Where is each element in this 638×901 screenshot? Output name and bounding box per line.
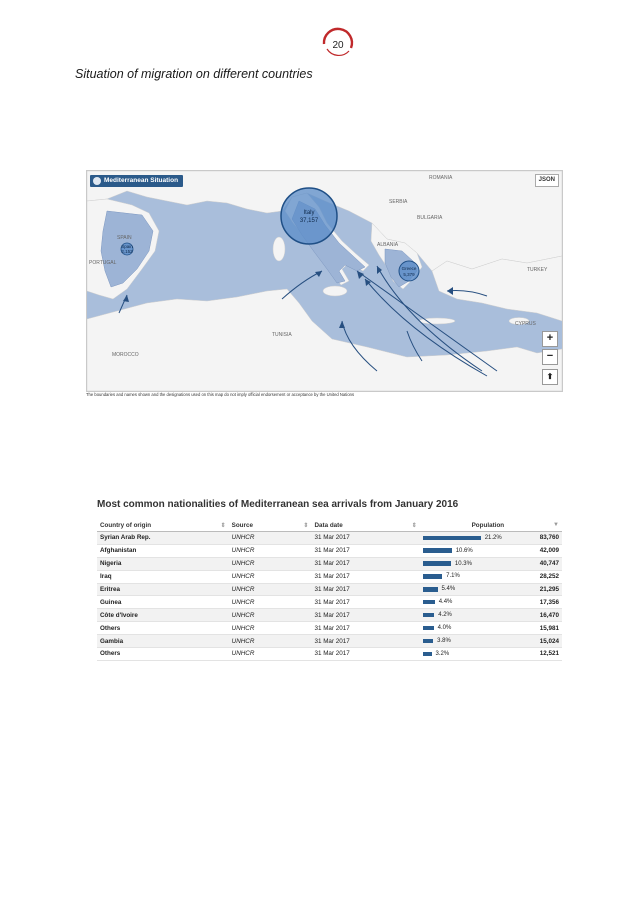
- sort-desc-icon: ▼: [553, 522, 559, 528]
- cell-country: Iraq: [97, 570, 229, 583]
- label-portugal: PORTUGAL: [89, 260, 117, 266]
- share-percent: 3.8%: [437, 637, 451, 644]
- label-serbia: SERBIA: [389, 199, 408, 205]
- share-bar: [423, 536, 481, 541]
- zoom-out-button[interactable]: −: [542, 349, 558, 365]
- cell-share: [420, 635, 524, 648]
- table-row: [97, 557, 562, 570]
- cell-date: 31 Mar 2017: [311, 648, 419, 661]
- cell-source: UNHCR: [229, 557, 312, 570]
- cell-population: 12,521: [524, 648, 562, 661]
- cell-date: 31 Mar 2017: [311, 544, 419, 557]
- cell-population: 15,024: [524, 635, 562, 648]
- section-heading: Situation of migration on different countries: [75, 67, 313, 81]
- label-bulgaria: BULGARIA: [417, 215, 443, 221]
- share-percent: 3.2%: [435, 650, 450, 657]
- cell-share: [420, 583, 524, 596]
- header-date[interactable]: Data date ⇕: [311, 520, 419, 532]
- label-spain: SPAIN: [117, 235, 132, 241]
- cell-source: UNHCR: [229, 609, 312, 622]
- cell-share: [420, 532, 524, 545]
- share-bar: [423, 600, 435, 605]
- share-bar: [423, 639, 433, 644]
- sort-icon: ⇕: [303, 523, 309, 529]
- table-title: Most common nationalities of Mediterranean sea arrivals from January 2016: [97, 499, 459, 510]
- label-cyprus: CYPRUS: [515, 321, 536, 327]
- cell-population: 83,760: [524, 532, 562, 545]
- nationalities-table: [97, 520, 562, 661]
- map-disclaimer: The boundaries and names shown and the designations used on this map do not imply official endorsement or acceptance by the United Nations: [86, 392, 355, 397]
- table-row: [97, 583, 562, 596]
- share-bar: [423, 587, 438, 592]
- cell-source: UNHCR: [229, 596, 312, 609]
- table-row: [97, 648, 562, 661]
- globe-icon: [93, 177, 101, 185]
- cell-share: [420, 609, 524, 622]
- json-button[interactable]: JSON: [535, 174, 559, 187]
- share-bar: [423, 652, 432, 657]
- cell-population: 28,252: [524, 570, 562, 583]
- bubble-italy: [281, 188, 337, 244]
- cell-population: 21,295: [524, 583, 562, 596]
- cell-share: [420, 648, 524, 661]
- share-bar: [423, 574, 442, 579]
- share-percent: 7.1%: [446, 573, 460, 580]
- label-turkey: TURKEY: [527, 267, 548, 273]
- cell-population: 15,981: [524, 622, 562, 635]
- label-albania: ALBANIA: [377, 242, 399, 248]
- cell-population: 16,470: [524, 609, 562, 622]
- cell-source: UNHCR: [229, 532, 312, 545]
- cell-country: Guinea: [97, 596, 229, 609]
- table-header-row: [97, 520, 562, 532]
- map-title: Mediterranean Situation: [104, 177, 179, 184]
- bubble-italy-value: 37,157: [299, 218, 319, 224]
- cell-date: 31 Mar 2017: [311, 635, 419, 648]
- land-sardinia: [273, 237, 285, 261]
- cell-population: 42,009: [524, 544, 562, 557]
- share-bar: [423, 613, 435, 618]
- cell-share: [420, 622, 524, 635]
- cell-country: Nigeria: [97, 557, 229, 570]
- cell-source: UNHCR: [229, 570, 312, 583]
- share-percent: 4.4%: [438, 599, 453, 606]
- cell-country: Côte d'Ivoire: [97, 609, 229, 622]
- share-bar: [423, 626, 434, 631]
- bubble-greece-name: Greece: [401, 266, 417, 271]
- table-row: [97, 544, 562, 557]
- share-percent: 10.3%: [454, 560, 472, 567]
- cell-country: Others: [97, 648, 229, 661]
- sort-icon: ⇕: [411, 523, 417, 529]
- share-percent: 5.4%: [441, 586, 456, 593]
- share-percent: 4.2%: [438, 612, 452, 619]
- page-number: 20: [332, 40, 344, 51]
- cell-source: UNHCR: [229, 622, 312, 635]
- bubble-greece-value: 5,379: [403, 272, 415, 277]
- label-tunisia: TUNISIA: [272, 332, 292, 338]
- cell-country: Syrian Arab Rep.: [97, 532, 229, 545]
- table-row: [97, 570, 562, 583]
- table-row: [97, 596, 562, 609]
- page-number-badge: [320, 22, 356, 58]
- cell-source: UNHCR: [229, 544, 312, 557]
- share-percent: 10.6%: [455, 547, 473, 554]
- table-row: [97, 609, 562, 622]
- cell-country: Gambia: [97, 635, 229, 648]
- cell-date: 31 Mar 2017: [311, 596, 419, 609]
- cell-source: UNHCR: [229, 635, 312, 648]
- cell-population: 17,356: [524, 596, 562, 609]
- share-percent: 4.0%: [437, 625, 452, 631]
- header-population[interactable]: Population ▼: [420, 520, 562, 532]
- cell-share: [420, 596, 524, 609]
- cell-share: [420, 544, 524, 557]
- bubble-spain-value: 2,152: [121, 249, 133, 254]
- cell-date: 31 Mar 2017: [311, 622, 419, 635]
- cell-population: 40,747: [524, 557, 562, 570]
- cell-source: UNHCR: [229, 648, 312, 661]
- bubble-greece: [399, 261, 419, 281]
- table-row: [97, 532, 562, 545]
- share-bar: [423, 561, 451, 566]
- share-bar: [423, 548, 452, 553]
- cell-source: UNHCR: [229, 583, 312, 596]
- cell-date: 31 Mar 2017: [311, 583, 419, 596]
- bubble-italy-name: Italy: [303, 210, 315, 216]
- header-country[interactable]: Country of origin ⇕: [97, 520, 229, 532]
- reset-view-button[interactable]: ⬆: [542, 369, 558, 385]
- table-row: [97, 635, 562, 648]
- map-svg: [87, 171, 562, 391]
- sort-icon: ⇕: [220, 523, 226, 529]
- land-sicily: [323, 286, 347, 296]
- header-source[interactable]: Source ⇕: [229, 520, 312, 532]
- cell-country: Others: [97, 622, 229, 635]
- zoom-in-button[interactable]: +: [542, 331, 558, 347]
- label-romania: ROMANIA: [429, 175, 453, 181]
- cell-date: 31 Mar 2017: [311, 570, 419, 583]
- cell-share: [420, 570, 524, 583]
- label-morocco: MOROCCO: [112, 352, 139, 358]
- cell-share: [420, 557, 524, 570]
- cell-date: 31 Mar 2017: [311, 532, 419, 545]
- mediterranean-map: [86, 170, 561, 402]
- table-body: [97, 532, 562, 661]
- share-percent: 21.2%: [484, 534, 502, 541]
- cell-date: 31 Mar 2017: [311, 609, 419, 622]
- cell-country: Afghanistan: [97, 544, 229, 557]
- map-canvas[interactable]: [86, 170, 563, 392]
- map-title-tag: [90, 175, 183, 187]
- table-row: [97, 622, 562, 635]
- bubble-spain-name: Spain: [121, 244, 133, 249]
- cell-date: 31 Mar 2017: [311, 557, 419, 570]
- cell-country: Eritrea: [97, 583, 229, 596]
